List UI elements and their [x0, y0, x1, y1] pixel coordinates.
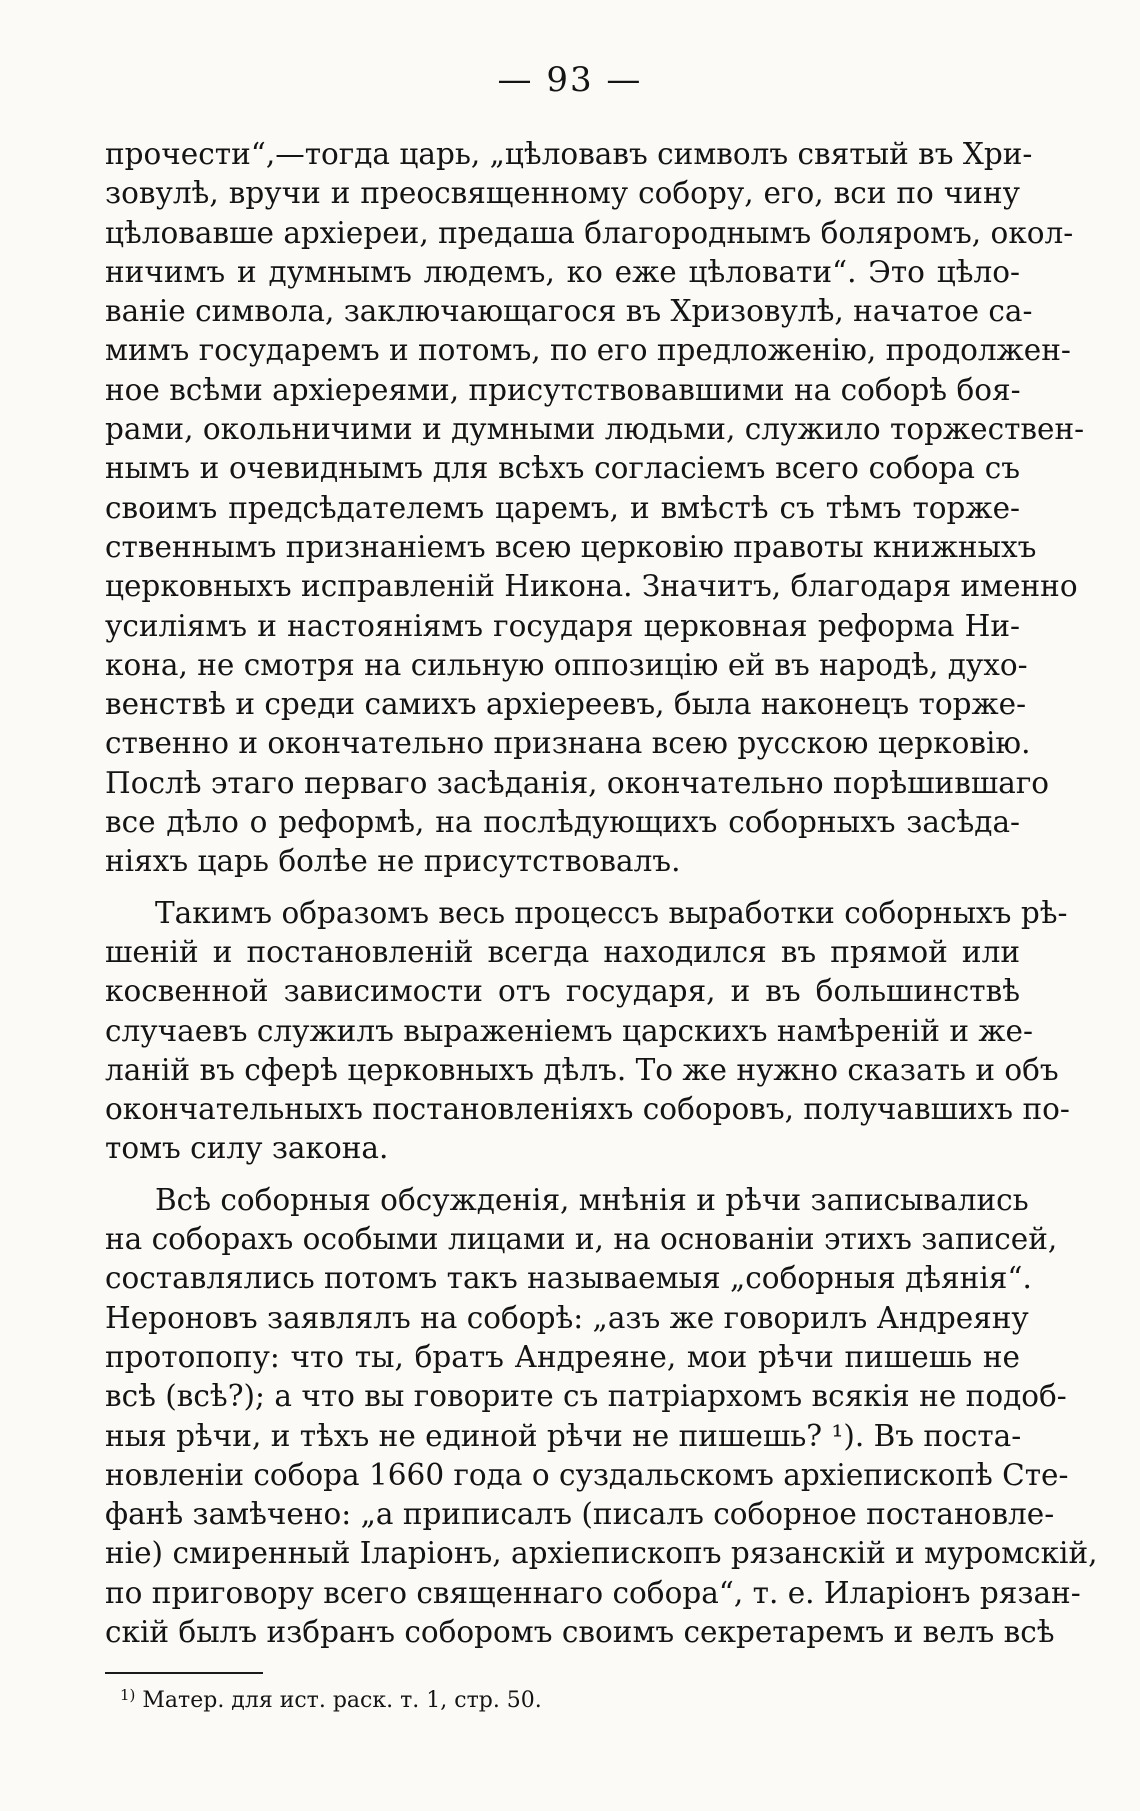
text-line: по приговору всего священнаго собора“, т. е. Иларіонъ рязан-: [105, 1575, 1081, 1610]
text-line: Послѣ этаго перваго засѣданія, окончательно порѣшившаго: [105, 765, 1050, 800]
text-line: всѣ (всѣ?); а что вы говорите съ патріархомъ всякія не подоб-: [105, 1379, 1067, 1414]
text-line: Такимъ образомъ весь процессъ выработки соборныхъ рѣ-: [155, 895, 1068, 930]
page-number: — 93 —: [497, 60, 643, 100]
text-line: своимъ предсѣдателемъ царемъ, и вмѣстѣ съ тѣмъ торже-: [105, 490, 1020, 525]
text-line: скій былъ избранъ соборомъ своимъ секретаремъ и велъ всѣ: [105, 1614, 1055, 1649]
text-line: ваніе символа, заключающагося въ Хризовулѣ, начатое са-: [105, 294, 1033, 329]
text-line: фанѣ замѣчено: „а приписалъ (писалъ соборное постановле-: [105, 1497, 1055, 1532]
text-line: прочести“,—тогда царь, „цѣловавъ символъ святый въ Хри-: [105, 137, 1033, 171]
text-line: нымъ и очевиднымъ для всѣхъ согласіемъ всего собора съ: [105, 451, 1020, 486]
body-text: [105, 135, 1098, 1652]
text-line: окончательныхъ постановленіяхъ соборовъ, получавшихъ по-: [105, 1092, 1070, 1127]
text-line: случаевъ служилъ выраженіемъ царскихъ намѣреній и же-: [105, 1013, 1033, 1048]
text-line: ственнымъ признаніемъ всею церковію правоты книжныхъ: [105, 529, 1037, 564]
text-line: все дѣло о реформѣ, на послѣдующихъ соборныхъ засѣда-: [105, 805, 1020, 840]
text-line: на соборахъ особыми лицами и, на основаніи этихъ записей,: [105, 1222, 1058, 1257]
footnote-marker: 1): [120, 1686, 136, 1704]
text-line: мимъ государемъ и потомъ, по его предложенію, продолжен-: [105, 333, 1071, 368]
text-line: зовулѣ, вручи и преосвященному собору, его, вси по чину: [105, 176, 1020, 211]
text-line: рами, окольничими и думными людьми, служило торжествен-: [105, 412, 1085, 447]
text-line: шеній и постановленій всегда находился въ прямой или: [105, 934, 1020, 969]
footnote-text: Матер. для ист. раск. т. 1, стр. 50.: [142, 1688, 542, 1713]
footnote-divider: [105, 1672, 263, 1674]
text-line: новленіи собора 1660 года о суздальскомъ архіепископѣ Сте-: [105, 1457, 1069, 1492]
paragraph-3: [105, 1181, 1098, 1653]
text-line: венствѣ и среди самихъ архіереевъ, была наконецъ торже-: [105, 687, 1027, 722]
text-line: косвенной зависимости отъ государя, и въ большинствѣ: [105, 974, 1020, 1009]
text-line: ное всѣми архіереями, присутствовавшими на соборѣ боя-: [105, 372, 1021, 407]
footnote: [120, 1688, 542, 1713]
text-line: ничимъ и думнымъ людемъ, ко еже цѣловати“. Это цѣло-: [105, 254, 1020, 289]
text-line: ланій въ сферѣ церковныхъ дѣлъ. То же нужно сказать и объ: [105, 1052, 1059, 1087]
text-line: Нероновъ заявлялъ на соборѣ: „азъ же говорилъ Андреяну: [105, 1300, 1029, 1335]
text-line: томъ силу закона.: [105, 1131, 389, 1166]
text-line: протопопу: что ты, братъ Андреяне, мои рѣчи пишешь не: [105, 1339, 1020, 1374]
text-line: кона, не смотря на сильную оппозицію ей въ народѣ, духо-: [105, 647, 1028, 682]
text-line: ныя рѣчи, и тѣхъ не единой рѣчи не пишешь? ¹). Въ поста-: [105, 1418, 1022, 1453]
text-line: ніяхъ царь болѣе не присутствовалъ.: [105, 844, 681, 879]
text-line: Всѣ соборныя обсужденія, мнѣнія и рѣчи записывались: [155, 1182, 1029, 1217]
text-line: усиліямъ и настояніямъ государя церковная реформа Ни-: [105, 608, 1020, 643]
text-line: ственно и окончательно признана всею русскою церковію.: [105, 726, 1031, 761]
text-line: ніе) смиренный Іларіонъ, архіепископъ рязанскій и муромскій,: [105, 1536, 1098, 1571]
text-line: церковныхъ исправленій Никона. Значитъ, благодаря именно: [105, 569, 1078, 604]
text-line: составлялись потомъ такъ называемыя „соборныя дѣянія“.: [105, 1261, 1032, 1296]
text-line: цѣловавше архіереи, предаша благороднымъ боляромъ, окол-: [105, 215, 1074, 250]
paragraph-1: [105, 135, 1085, 882]
paragraph-2: [105, 894, 1070, 1169]
